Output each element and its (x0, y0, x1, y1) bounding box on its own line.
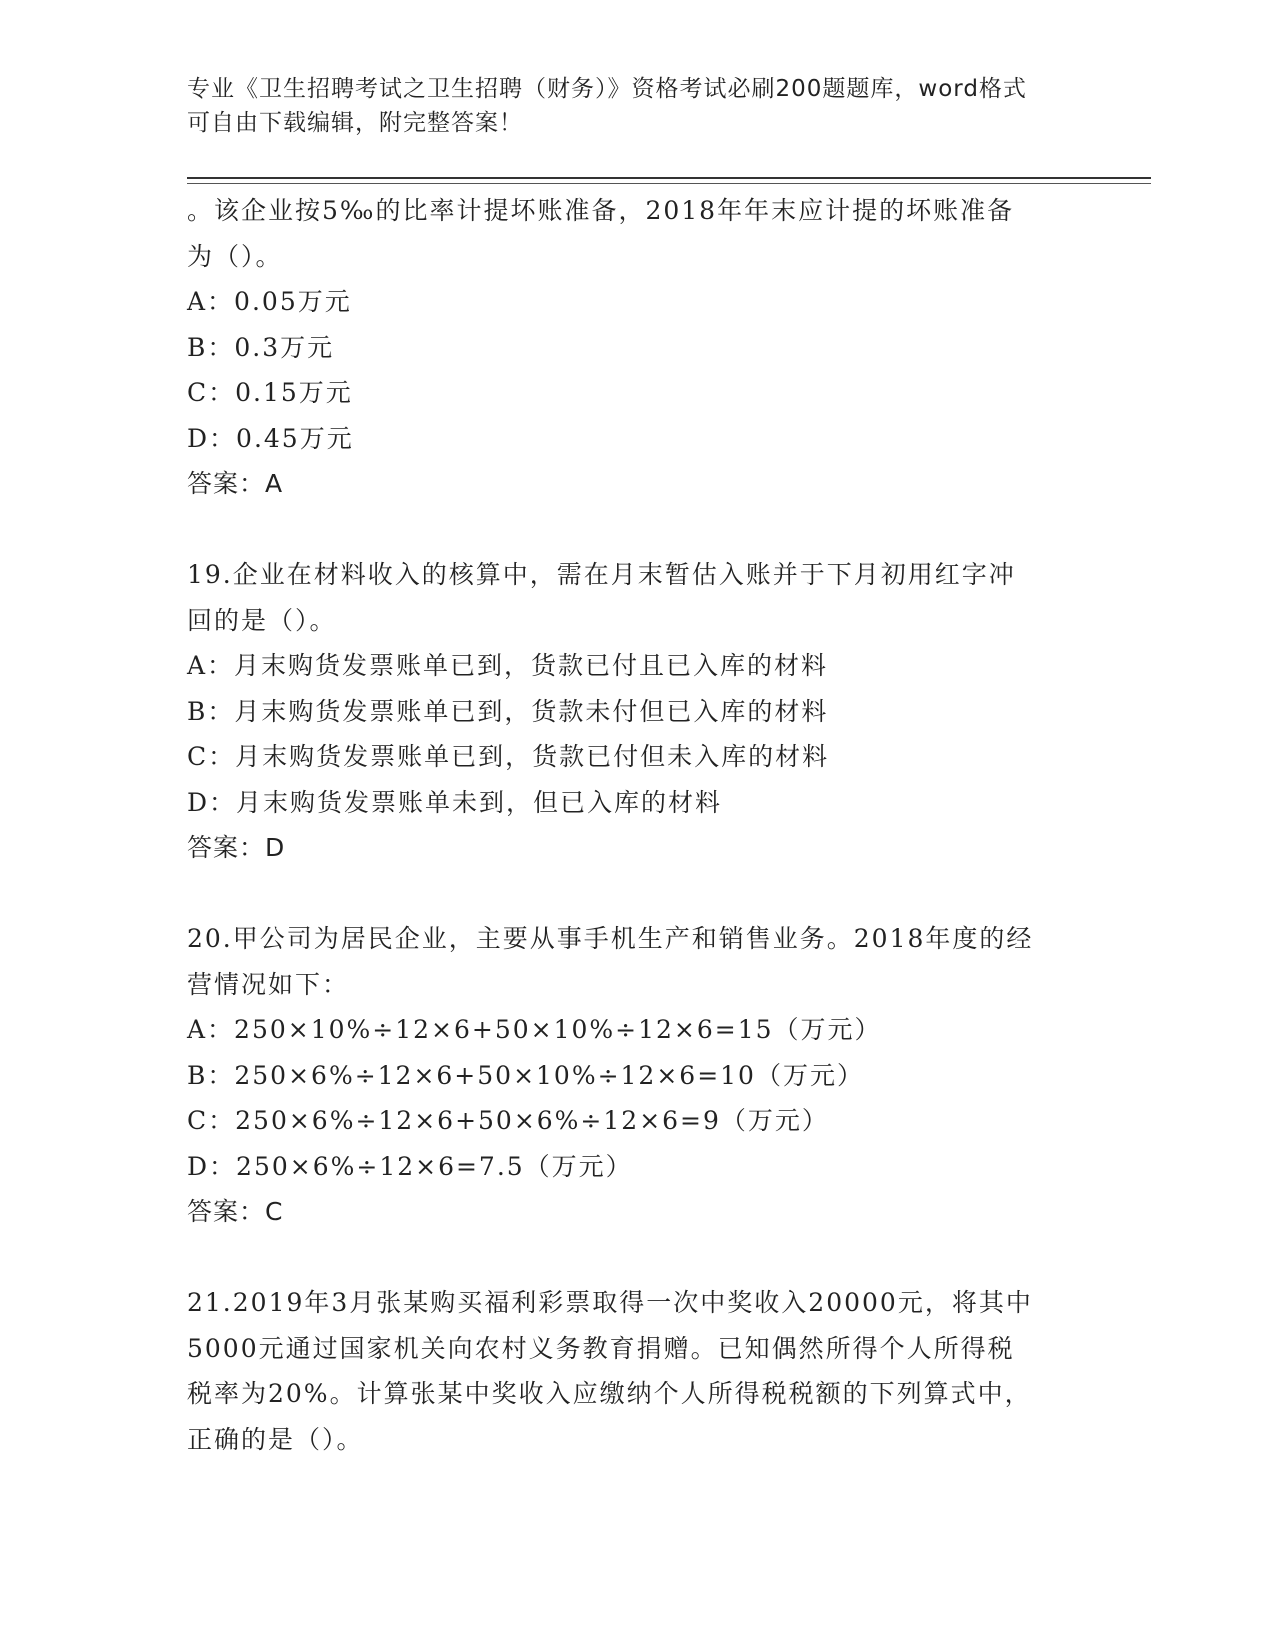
question-stem-line: 为（）。 (187, 241, 283, 271)
option-d: D：月末购货发票账单未到，但已入库的材料 (187, 787, 723, 817)
question-stem-line: 正确的是（）。 (187, 1424, 364, 1454)
question-21 (187, 1280, 1087, 1462)
question-stem-line: 5000元通过国家机关向农村义务教育捐赠。已知偶然所得个人所得税 (187, 1333, 1015, 1363)
question-stem-line: 回的是（）。 (187, 605, 337, 635)
question-stem-line: 21.2019年3月张某购买福利彩票取得一次中奖收入20000元，将其中 (187, 1288, 1033, 1317)
question-stem-line: 。该企业按5‰的比率计提坏账准备，2018年年末应计提的坏账准备 (187, 196, 1015, 225)
question-18 (187, 188, 1087, 507)
document-header (187, 72, 1067, 140)
option-a: A：0.05万元 (187, 287, 352, 316)
header-divider (187, 177, 1151, 179)
question-20 (187, 916, 1087, 1235)
option-a: A：250×10%÷12×6+50×10%÷12×6=15（万元） (187, 1015, 882, 1044)
answer: 答案：A (187, 469, 284, 498)
answer: 答案：D (187, 833, 286, 862)
option-c: C：月末购货发票账单已到，货款已付但未入库的材料 (187, 742, 830, 771)
question-stem-line: 19.企业在材料收入的核算中，需在月末暂估入账并于下月初用红字冲 (187, 560, 1016, 589)
question-19 (187, 552, 1087, 871)
header-divider-thin (187, 183, 1151, 184)
spacer (187, 871, 1087, 917)
option-a: A：月末购货发票账单已到，货款已付且已入库的材料 (187, 651, 829, 680)
spacer (187, 507, 1087, 553)
answer: 答案：C (187, 1197, 284, 1226)
option-b: B：月末购货发票账单已到，货款未付但已入库的材料 (187, 696, 829, 726)
option-d: D：0.45万元 (187, 423, 354, 453)
option-b: B：0.3万元 (187, 332, 335, 362)
question-stem-line: 税率为20%。计算张某中奖收入应缴纳个人所得税税额的下列算式中， (187, 1379, 1032, 1408)
question-stem-line: 20.甲公司为居民企业，主要从事手机生产和销售业务。2018年度的经 (187, 924, 1034, 953)
option-c: C：0.15万元 (187, 378, 353, 407)
header-line-1: 专业《卫生招聘考试之卫生招聘（财务）》资格考试必刷200题题库，word格式 (187, 76, 1027, 102)
option-d: D：250×6%÷12×6=7.5（万元） (187, 1151, 633, 1181)
spacer (187, 1235, 1087, 1281)
option-b: B：250×6%÷12×6+50×10%÷12×6=10（万元） (187, 1060, 864, 1090)
option-c: C：250×6%÷12×6+50×6%÷12×6=9（万元） (187, 1106, 829, 1135)
question-stem-line: 营情况如下： (187, 969, 350, 999)
header-line-2: 可自由下载编辑，附完整答案！ (187, 110, 523, 136)
document-body (187, 188, 1087, 1462)
